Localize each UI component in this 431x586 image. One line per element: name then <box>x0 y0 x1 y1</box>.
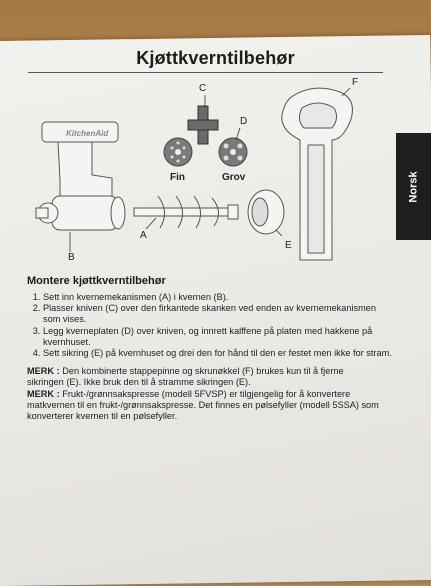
note-text: Den kombinerte stappepinne og skrunøkkel (F) brukes kun til å fjerne sikringen (E). Ikke bruk den til å stramme sikringen (E). <box>27 366 344 388</box>
note-label: MERK : <box>27 389 60 399</box>
part-label-d: D <box>240 116 248 127</box>
note-text: Frukt-/grønnsakspresse (modell 5FVSP) er tilgjengelig for å konvertere matkvernen til en frukt-/grønnsakspresse. Det finnes en pølsefyller (modell 5SSA) som konverterer kvernen til en pølsefyller. <box>27 389 379 422</box>
step-item: 1. Sett inn kvernemekanismen (A) i kvernen (B). <box>43 292 395 303</box>
pusher-wrench-illustration <box>282 88 353 260</box>
note-accessories <box>27 389 379 423</box>
part-label-c: C <box>199 83 207 94</box>
note-label: MERK : <box>27 366 60 376</box>
grinder-housing-illustration <box>36 122 125 230</box>
note-wrench <box>27 366 379 388</box>
page-title: Kjøttkverntilbehør <box>136 48 295 68</box>
step-item: 4. Sett sikring (E) på kvernhuset og drei den for hånd til den er festet men ikke for stram. <box>43 348 395 359</box>
fine-plate-label: Fin <box>170 172 185 183</box>
step-item: 2. Plasser kniven (C) over den firkantede skanken ved enden av kvernemekanismen som vises. <box>43 303 395 325</box>
locking-ring-illustration <box>248 190 284 234</box>
language-tab-label: Norsk <box>407 170 420 203</box>
brand-logo: KitchenAid <box>66 129 109 138</box>
part-label-e: E <box>285 240 292 251</box>
part-label-a: A <box>140 230 147 241</box>
section-heading: Montere kjøttkverntilbehør <box>27 275 166 287</box>
fine-plate-illustration <box>164 138 192 166</box>
knife-illustration <box>188 106 218 144</box>
part-label-f: F <box>352 77 359 88</box>
assembly-steps <box>27 292 395 359</box>
coarse-plate-illustration <box>219 138 247 166</box>
grinding-auger-illustration <box>134 196 238 228</box>
part-label-b: B <box>68 252 75 263</box>
step-item: 3. Legg kverneplaten (D) over kniven, og innrett kalffene på platen med hakkene på kvernhuset. <box>43 326 395 348</box>
coarse-plate-label: Grov <box>222 172 246 183</box>
